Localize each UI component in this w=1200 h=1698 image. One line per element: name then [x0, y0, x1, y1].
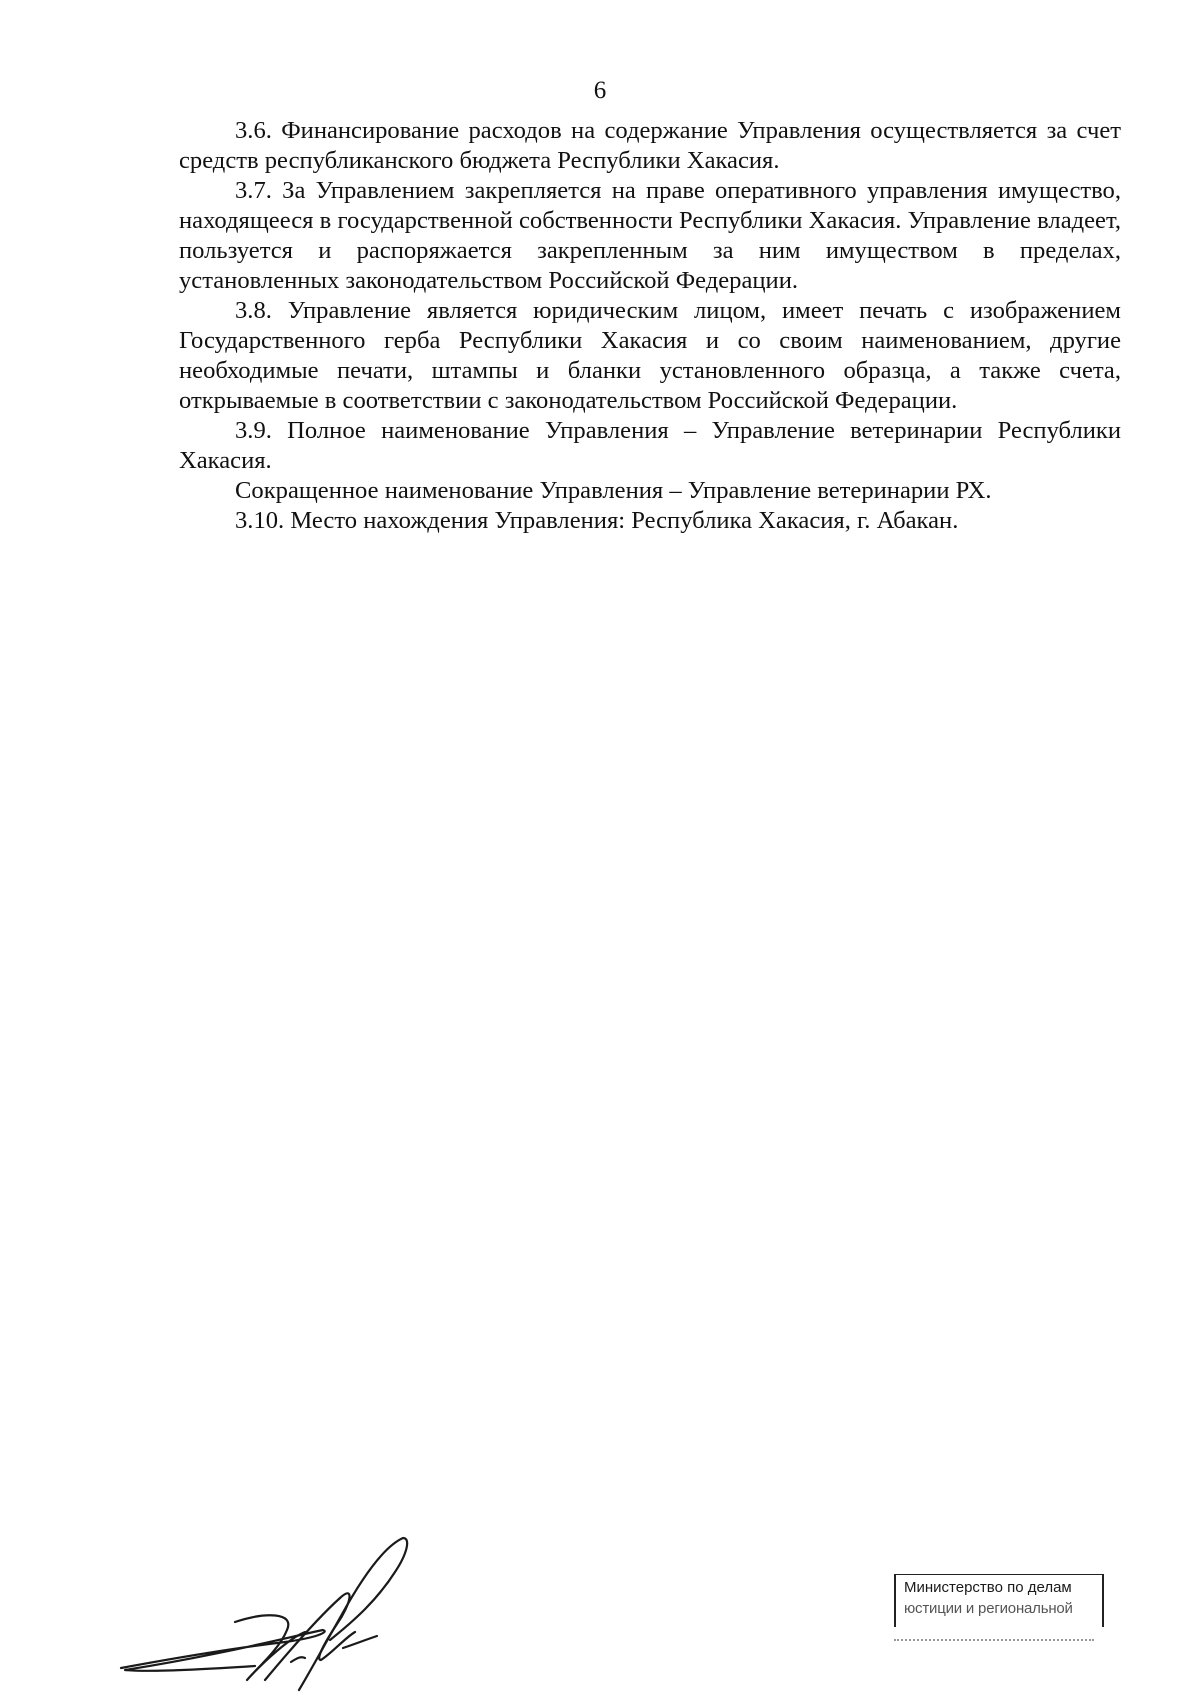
paragraph-3-6: 3.6. Финансирование расходов на содержание Управления осуществляется за счет средств республиканского бюджета Республики Хакасия.: [179, 117, 1121, 174]
stamp-line-1: Министерство по делам: [904, 1579, 1072, 1596]
paragraph-3-8: 3.8. Управление является юридическим лицом, имеет печать с изображением Государственного герба Республики Хакасия и со своим наименованием, другие необходимые печати, штампы и бланки установленного образца, а также счета, открываемые в соответствии с законодательством Российской Федерации.: [179, 297, 1121, 414]
stamp-dotted-line: [894, 1639, 1094, 1643]
document-body: [179, 116, 1121, 536]
handwritten-signature: [115, 1520, 435, 1695]
paragraph-3-10: 3.10. Место нахождения Управления: Республика Хакасия, г. Абакан.: [235, 507, 959, 534]
registration-stamp: [894, 1574, 1104, 1643]
paragraph-3-7: 3.7. За Управлением закрепляется на праве оперативного управления имущество, находящееся в государственной собственности Республики Хакасия. Управление владеет, пользуется и распоряжается закрепленным за ним имуществом в пределах, установленных законодательством Российской Федерации.: [179, 177, 1121, 294]
stamp-line-2: юстиции и региональной: [904, 1600, 1073, 1617]
stamp-frame: [894, 1574, 1104, 1627]
page-number: 6: [593, 77, 607, 104]
paragraph-3-9: 3.9. Полное наименование Управления – Управление ветеринарии Республики Хакасия.: [179, 417, 1121, 474]
paragraph-short-name: Сокращенное наименование Управления – Управление ветеринарии РХ.: [235, 477, 992, 504]
